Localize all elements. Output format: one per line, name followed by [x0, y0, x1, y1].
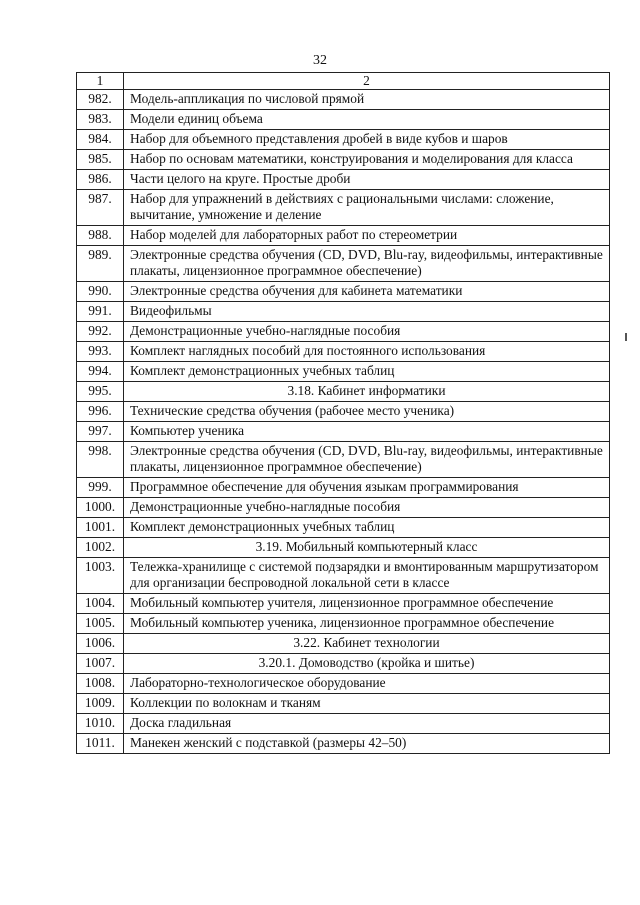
- row-number: 1002.: [77, 538, 124, 558]
- row-number: 987.: [77, 190, 124, 226]
- row-text: Электронные средства обучения (CD, DVD, Blu-ray, видеофильмы, интерактивные плакаты, лицензионное программное обеспечение): [124, 442, 610, 478]
- row-text: Технические средства обучения (рабочее место ученика): [124, 402, 610, 422]
- section-row: [77, 538, 610, 558]
- row-number: 993.: [77, 342, 124, 362]
- row-number: 986.: [77, 170, 124, 190]
- row-text: Модель-аппликация по числовой прямой: [124, 90, 610, 110]
- section-title: 3.19. Мобильный компьютерный класс: [124, 538, 610, 558]
- row-text: Мобильный компьютер учителя, лицензионное программное обеспечение: [124, 594, 610, 614]
- row-text: Лабораторно-технологическое оборудование: [124, 674, 610, 694]
- table-row: [77, 518, 610, 538]
- row-text: Манекен женский с подставкой (размеры 42–50): [124, 734, 610, 754]
- header-col-number: 1: [77, 73, 124, 90]
- row-text: Комплект демонстрационных учебных таблиц: [124, 362, 610, 382]
- row-number: 988.: [77, 226, 124, 246]
- row-number: 1009.: [77, 694, 124, 714]
- row-text: Комплект наглядных пособий для постоянного использования: [124, 342, 610, 362]
- row-text: Демонстрационные учебно-наглядные пособия: [124, 498, 610, 518]
- row-number: 1007.: [77, 654, 124, 674]
- scan-edge-mark: [625, 333, 627, 341]
- row-text: Коллекции по волокнам и тканям: [124, 694, 610, 714]
- row-text: Набор по основам математики, конструирования и моделирования для класса: [124, 150, 610, 170]
- row-text: Модели единиц объема: [124, 110, 610, 130]
- row-number: 1008.: [77, 674, 124, 694]
- row-text: Набор моделей для лабораторных работ по стереометрии: [124, 226, 610, 246]
- table-row: [77, 734, 610, 754]
- row-text: Электронные средства обучения для кабинета математики: [124, 282, 610, 302]
- table-row: [77, 614, 610, 634]
- row-text: Программное обеспечение для обучения языкам программирования: [124, 478, 610, 498]
- section-row: [77, 382, 610, 402]
- section-row: [77, 634, 610, 654]
- section-title: 3.22. Кабинет технологии: [124, 634, 610, 654]
- row-text: Видеофильмы: [124, 302, 610, 322]
- row-text: Тележка-хранилище с системой подзарядки и вмонтированным маршрутизатором для организации беспроводной локальной сети в классе: [124, 558, 610, 594]
- row-number: 982.: [77, 90, 124, 110]
- page-number: 32: [313, 53, 327, 68]
- header-col-name: 2: [124, 73, 610, 90]
- table-row: [77, 674, 610, 694]
- table-row: [77, 402, 610, 422]
- table-row: [77, 226, 610, 246]
- row-number: 984.: [77, 130, 124, 150]
- row-number: 999.: [77, 478, 124, 498]
- row-text: Компьютер ученика: [124, 422, 610, 442]
- row-number: 1005.: [77, 614, 124, 634]
- row-number: 1010.: [77, 714, 124, 734]
- table-row: [77, 594, 610, 614]
- row-number: 996.: [77, 402, 124, 422]
- row-text: Доска гладильная: [124, 714, 610, 734]
- row-number: 994.: [77, 362, 124, 382]
- table-row: [77, 90, 610, 110]
- table-row: [77, 478, 610, 498]
- row-number: 1003.: [77, 558, 124, 594]
- row-text: Набор для упражнений в действиях с рациональными числами: сложение, вычитание, умножение и деление: [124, 190, 610, 226]
- table-row: [77, 694, 610, 714]
- table-row: [77, 714, 610, 734]
- table-row: [77, 302, 610, 322]
- row-number: 995.: [77, 382, 124, 402]
- table-row: [77, 362, 610, 382]
- row-number: 985.: [77, 150, 124, 170]
- row-number: 991.: [77, 302, 124, 322]
- row-number: 983.: [77, 110, 124, 130]
- table-row: [77, 150, 610, 170]
- row-number: 1001.: [77, 518, 124, 538]
- section-row: [77, 654, 610, 674]
- table-row: [77, 190, 610, 226]
- row-number: 989.: [77, 246, 124, 282]
- equipment-table: [76, 72, 610, 754]
- table-row: [77, 342, 610, 362]
- section-title: 3.20.1. Домоводство (кройка и шитье): [124, 654, 610, 674]
- row-text: Электронные средства обучения (CD, DVD, Blu-ray, видеофильмы, интерактивные плакаты, лицензионное программное обеспечение): [124, 246, 610, 282]
- table-row: [77, 322, 610, 342]
- row-text: Набор для объемного представления дробей в виде кубов и шаров: [124, 130, 610, 150]
- table-row: [77, 282, 610, 302]
- table-row: [77, 170, 610, 190]
- row-text: Мобильный компьютер ученика, лицензионное программное обеспечение: [124, 614, 610, 634]
- table-body: [77, 73, 610, 754]
- row-number: 992.: [77, 322, 124, 342]
- row-text: Части целого на круге. Простые дроби: [124, 170, 610, 190]
- table-header-row: [77, 73, 610, 90]
- table-row: [77, 558, 610, 594]
- table-row: [77, 498, 610, 518]
- row-text: Демонстрационные учебно-наглядные пособия: [124, 322, 610, 342]
- row-number: 1006.: [77, 634, 124, 654]
- table-row: [77, 422, 610, 442]
- table-row: [77, 110, 610, 130]
- row-number: 998.: [77, 442, 124, 478]
- row-number: 1000.: [77, 498, 124, 518]
- row-text: Комплект демонстрационных учебных таблиц: [124, 518, 610, 538]
- section-title: 3.18. Кабинет информатики: [124, 382, 610, 402]
- row-number: 1004.: [77, 594, 124, 614]
- row-number: 990.: [77, 282, 124, 302]
- row-number: 997.: [77, 422, 124, 442]
- table-row: [77, 130, 610, 150]
- table-row: [77, 442, 610, 478]
- row-number: 1011.: [77, 734, 124, 754]
- table-row: [77, 246, 610, 282]
